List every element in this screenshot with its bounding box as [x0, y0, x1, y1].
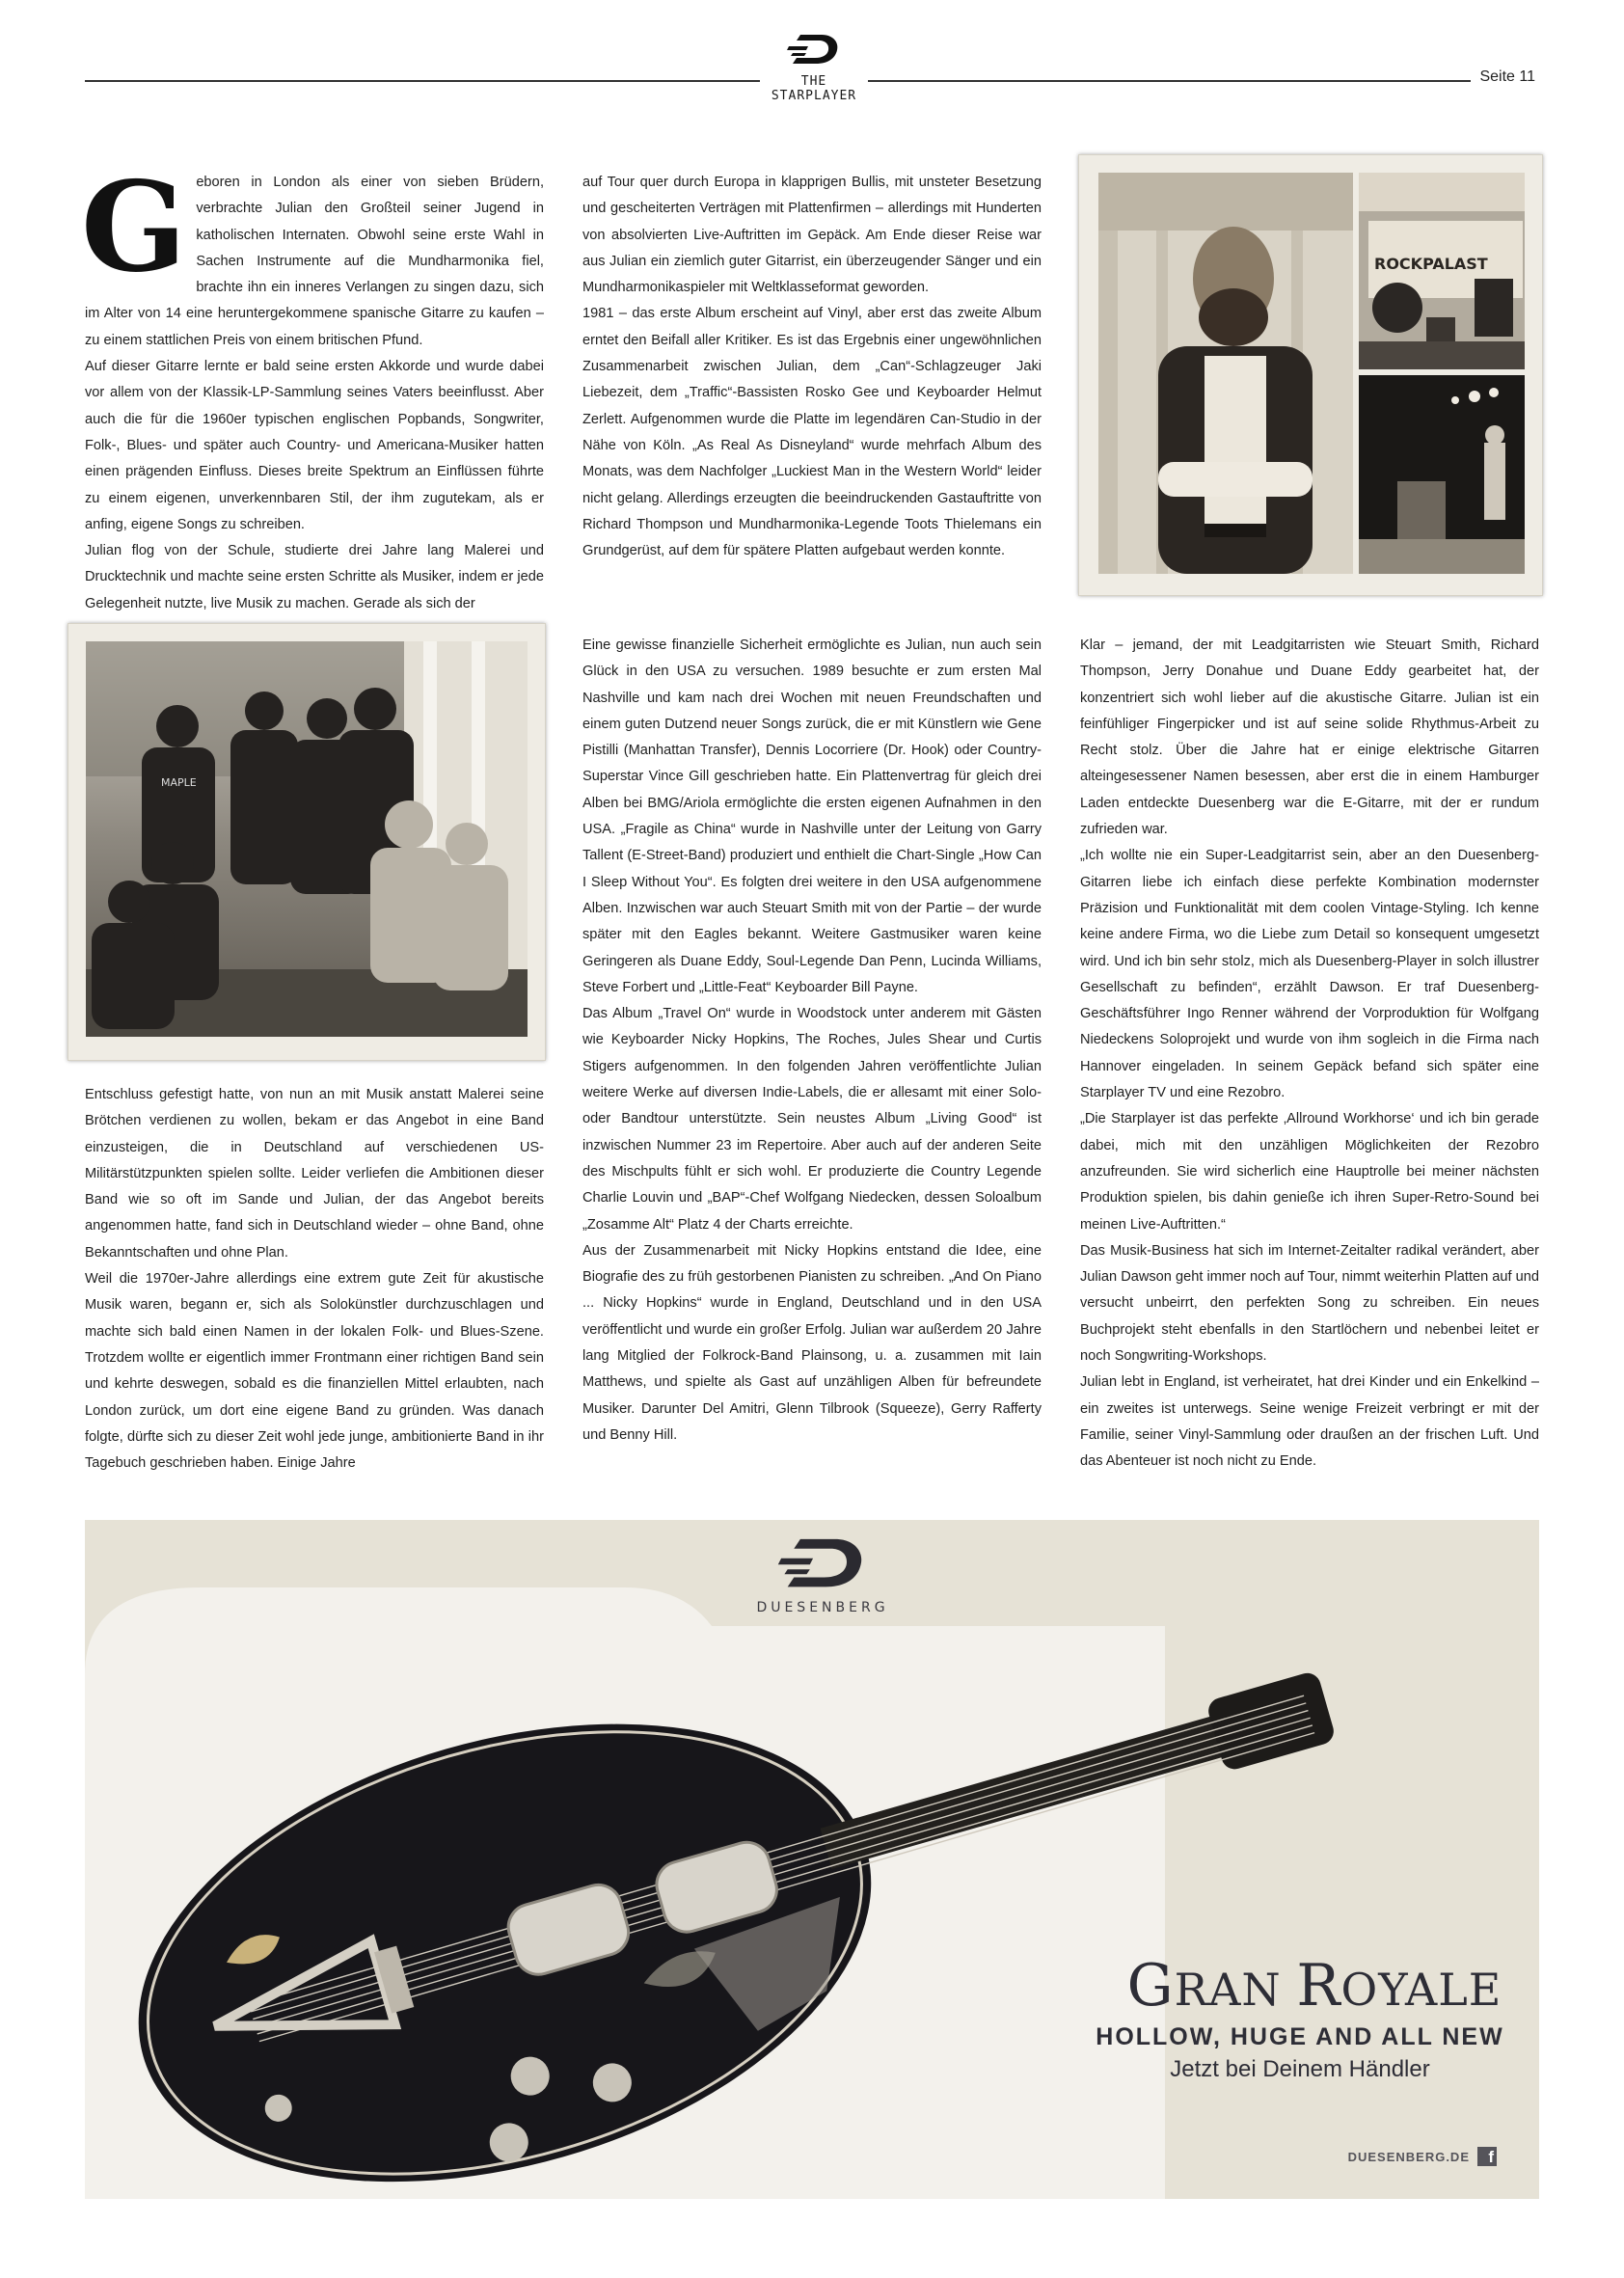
- paragraph: Julian flog von der Schule, studierte drei Jahre lang Malerei und Drucktechnik und machte seine ersten Schritte als Musiker, indem er jede Gelegenheit nutzte, live Musik zu machen. Gerade als sich der: [85, 543, 544, 611]
- header-rule-right: [868, 80, 1471, 82]
- ad-footer: [1348, 2147, 1497, 2166]
- ad-title-cap: R: [1296, 1952, 1341, 2020]
- paragraph: Entschluss gefestigt hatte, von nun an mit Musik anstatt Malerei seine Brötchen verdienen zu wollen, bekam er das Angebot in eine Band einzusteigen, die in Deutschland auf verschiedenen US-Militärstützpunkten spielen sollte. Leider verliefen die Ambitionen dieser Band wie so oft im Sande und Julian, der das Angebot bereits angenommen hatte, fand sich in Deutschland wieder – ohne Band, ohne Bekanntschaften und ohne Plan.: [85, 1087, 544, 1261]
- ad-brand-name: DUESENBERG: [756, 1600, 889, 1615]
- paragraph: „Ich wollte nie ein Super-Leadgitarrist sein, aber an den Duesenberg-Gitarren liebe ich einfach diese perfekte Kombination modernster Präzision und Funktionalität mit dem coolen Vintage-Styling. Ich kenne keine andere Firma, wo die Liebe zum Detail so konsequent umgesetzt wird. Und ich bin sehr stolz, mich als Duesenberg-Player in solch illustrer Gesellschaft zu befinden“, erzählt Dawson. Er traf Duesenberg-Geschäftsführer Ingo Renner während der Vorproduktion für Wolfgang Niedeckens Soloprojekt und wurde von ihm sogleich in die Firma nach Hannover eingeladen. In seinem Gepäck befand sich später eine Starplayer TV und eine Rezobro.: [1080, 848, 1539, 1101]
- paragraph: eboren in London als einer von sieben Brüdern, verbrachte Julian den Großteil seiner Jugend in katholischen Internaten. Obwohl seine erste Wahl in Sachen Instrumente auf die Mundharmonika fiel, brachte ihn ein inneres Verlangen zu singen dazu, sich im Alter von 14 eine heruntergekommene spanische Gitarre zu kaufen – zu einem stattlichen Preis von einem britischen Pfund.: [85, 175, 544, 348]
- facebook-icon[interactable]: f: [1477, 2147, 1497, 2166]
- paragraph: Auf dieser Gitarre lernte er bald seine ersten Akkorde und wurde dabei vor allem von der Klassik-LP-Sammlung seines Vaters beeinflusst. Aber auch die für die 1960er typischen englischen Popbands, Songwriter, Folk-, Blues- und später auch Country- und Americana-Musiker hatten einen prägenden Einfluss. Dieses breite Spektrum an Einflüssen führte zu einem eigenen, unverkennbaren Stil, der ihm zugutekam, als er anfing, eigene Songs zu schreiben.: [85, 359, 544, 532]
- header-rule-left: [85, 80, 760, 82]
- ad-brand-logo: [721, 1530, 924, 1615]
- paragraph: Julian lebt in England, ist verheiratet, hat drei Kinder und ein Enkelkind – ein zweites ist unterwegs. Seine wenige Freizeit verbringt er mit der Familie, seiner Vinyl-Sammlung oder draußen an der frischen Luft. Und das Abenteuer ist noch nicht zu Ende.: [1080, 1374, 1539, 1470]
- shirt-text: MAPLE: [161, 776, 197, 789]
- header-logo: [766, 29, 862, 103]
- ad-title-cap: G: [1126, 1952, 1175, 2020]
- duesenberg-d-icon: [787, 29, 841, 68]
- paragraph: „Die Starplayer ist das perfekte ‚Allround Workhorse‘ und ich bin gerade dabei, mich mit den unzähligen Möglichkeiten der Rezobro anzufreunden. Sie wird sicherlich eine Hauptrolle bei meiner nächsten Produktion spielen, bis dahin genieße ich ihren Super-Retro-Sound bei meinen Live-Auftritten.“: [1080, 1111, 1539, 1233]
- ad-tagline: Jetzt bei Deinem Händler: [1170, 2056, 1430, 2082]
- paragraph: 1981 – das erste Album erscheint auf Vinyl, aber erst das zweite Album erntet den Beifall aller Kritiker. Es ist das Ergebnis einer ungewöhnlichen Zusammenarbeit zwischen Julian, dem „Can“-Schlagzeuger Jaki Liebezeit, dem „Traffic“-Bassisten Rosko Gee und Keyboarder Helmut Zerlett. Aufgenommen wurde die Platte im legendären Can-Studio in der Nähe von Köln. „As Real As Disneyland“ wurde mehrfach Album des Monats, was dem Nachfolger „Luckiest Man in the Western World“ leider nicht gelang. Allerdings erzeugten die beeindruckenden Gastauftritte von Richard Thompson und Mundharmonika-Legende Toots Thielemans ein Grundgerüst, auf dem für spätere Platten aufgebaut werden konnte.: [582, 306, 1042, 559]
- ad-title: [1088, 1952, 1539, 2023]
- stage-sign-text: ROCKPALAST: [1374, 255, 1488, 273]
- article-col1-top: [81, 155, 544, 617]
- duesenberg-advertisement: [85, 1520, 1539, 2199]
- stage-photo-bottom: [1359, 375, 1525, 574]
- article-col2-top: [582, 170, 1042, 564]
- drop-cap: G: [81, 155, 187, 300]
- guitar-illustration: [85, 1520, 1539, 2199]
- ad-title-part: RAN: [1174, 1964, 1297, 2016]
- website-link[interactable]: DUESENBERG.DE: [1347, 2149, 1470, 2164]
- paragraph: auf Tour quer durch Europa in klapprigen Bullis, mit unsteter Besetzung und gescheiterten Verträgen mit Plattenfirmen – allerdings mit Hunderten von absolvierten Live-Auftritten im Gepäck. Am Ende dieser Reise war aus Julian ein ziemlich guter Gitarrist, ein überzeugender Sänger und ein Mundharmonikaspieler mit Weltklasseformat geworden.: [582, 175, 1042, 296]
- article-col3: [1080, 633, 1539, 1476]
- ad-title-part: OYALE: [1340, 1964, 1502, 2016]
- band-group-photo-frame: [68, 623, 546, 1061]
- paragraph: Aus der Zusammenarbeit mit Nicky Hopkins entstand die Idee, eine Biografie des zu früh gestorbenen Pianisten zu schreiben. „And On Piano ... Nicky Hopkins“ wurde in England, Deutschland und in den USA veröffentlicht und wurde ein großer Erfolg. Julian war außerdem 20 Jahre lang Mitglied der Folkrock-Band Plainsong, u. a. zusammen mit Iain Matthews, und spielte als Gast auf unzähligen Alben für befreundete Musiker. Darunter Del Amitri, Glenn Tilbrook (Squeeze), Gerry Rafferty und Benny Hill.: [582, 1242, 1042, 1443]
- paragraph: Klar – jemand, der mit Leadgitarristen wie Steuart Smith, Richard Thompson, Jerry Donahue und Duane Eddy gearbeitet hat, der konzentriert sich wohl lieber auf die akustische Gitarre. Julian ist ein feinfühliger Fingerpicker und ist auf seine solide Rhythmus-Arbeit zu Recht stolz. Über die Jahre hat er einige elektrische Gitarren alteingesessener Namen besessen, aber erst die in einem Hamburger Laden entdeckte Duesenberg war die E-Gitarre, mit der er rundum zufrieden war.: [1080, 637, 1539, 838]
- portrait-photo: [1098, 173, 1353, 574]
- paragraph: Das Album „Travel On“ wurde in Woodstock unter anderem mit Gästen wie Keyboarder Nicky Hopkins, The Roches, Jules Shear und Curtis Stigers aufgenommen. In den folgenden Jahren veröffentlichte Julian weitere Werke auf diversen Indie-Labels, die er allesamt mit einer Solo- oder Bandtour unterstützte. Sein neustes Album „Living Good“ ist inzwischen Nummer 23 im Repertoire. Aber auch auf der anderen Seite des Mischpults fühlt er sich wohl. Er produzierte die Country Legende Charlie Louvin und „BAP“-Chef Wolfgang Niedecken, dessen Soloalbum „Zosamme Alt“ Platz 4 der Charts erreichte.: [582, 1006, 1042, 1233]
- stage-photo-top: [1359, 173, 1525, 369]
- article-col1-bottom: [85, 1082, 544, 1477]
- header-brand: THE STARPLAYER: [771, 74, 857, 103]
- paragraph: Das Musik-Business hat sich im Internet-Zeitalter radikal verändert, aber Julian Dawson geht immer noch auf Tour, nimmt weiterhin Platten auf und versucht unbeirrt, den perfekten Song zu schreiben. Ein neues Buchprojekt steht ebenfalls in den Startlöchern und nebenbei leitet er noch Songwriting-Workshops.: [1080, 1242, 1539, 1365]
- paragraph: Eine gewisse finanzielle Sicherheit ermöglichte es Julian, nun auch sein Glück in den USA zu versuchen. 1989 besuchte er zum ersten Mal Nashville und kam nach drei Wochen mit neuen Freundschaften und einem guten Dutzend neuer Songs zurück, die er mit Künstlern wie Gene Pistilli (Manhattan Transfer), Dennis Locorriere (Dr. Hook) oder Country-Superstar Vince Gill geschrieben hatte. Ein Plattenvertrag für gleich drei Alben bei BMG/Ariola ermöglichte die ersten eigenen Aufnahmen in den USA. „Fragile as China“ wurde in Nashville unter der Leitung von Garry Tallent (E-Street-Band) produziert und enthielt die Chart-Single „How Can I Sleep Without You“. Es folgten drei weitere in den USA aufgenommene Alben. Inzwischen war auch Steuart Smith mit von der Partie – der wurde später mit den Eagles bekannt. Weitere Gastmusiker waren keine Geringeren als Duane Eddy, Soul-Legende Dan Penn, Lucinda Williams, Steve Forbert und „Little-Feat“ Keyboarder Bill Payne.: [582, 637, 1042, 995]
- band-group-photo: [86, 641, 528, 1037]
- duesenberg-d-icon: [774, 1530, 871, 1593]
- ad-subtitle: HOLLOW, HUGE AND ALL NEW: [1096, 2023, 1504, 2050]
- article-col2-bottom: [582, 633, 1042, 1449]
- paragraph: Weil die 1970er-Jahre allerdings eine extrem gute Zeit für akustische Musik waren, begann er, sich als Solokünstler durchzuschlagen und machte sich bald einen Namen in der lokalen Folk- und Blues-Szene. Trotzdem wollte er eigentlich immer Frontmann einer richtigen Band sein und kehrte deswegen, sobald es die finanziellen Mittel erlaubten, nach London zurück, um dort eine eigene Band zu gründen. Was danach folgte, dürfte sich zu dieser Zeit wohl jede junge, ambitionierte Band in ihr Tagebuch geschrieben haben. Einige Jahre: [85, 1271, 544, 1472]
- page-number: Seite 11: [1479, 68, 1535, 85]
- collage-photo-frame: [1078, 154, 1543, 596]
